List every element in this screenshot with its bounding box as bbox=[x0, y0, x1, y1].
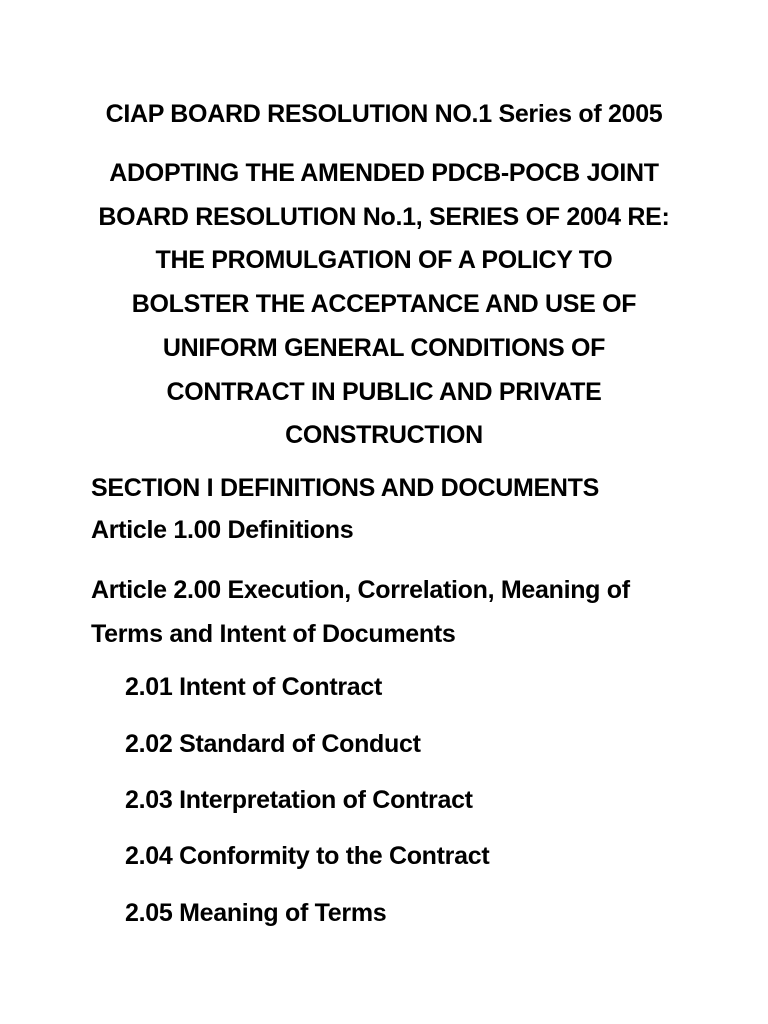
article-heading-line: Terms and Intent of Documents bbox=[91, 620, 456, 648]
article-heading-line: Article 2.00 Execution, Correlation, Meaning of bbox=[91, 576, 630, 604]
subsection-item: 2.04 Conformity to the Contract bbox=[125, 842, 490, 870]
subtitle-line: UNIFORM GENERAL CONDITIONS OF bbox=[162, 333, 606, 362]
resolution-title: CIAP BOARD RESOLUTION NO.1 Series of 2005 bbox=[105, 100, 663, 128]
subsection-item: 2.02 Standard of Conduct bbox=[125, 730, 421, 758]
article-heading: Article 1.00 Definitions bbox=[91, 516, 354, 544]
subsection-item: 2.05 Meaning of Terms bbox=[125, 899, 387, 927]
subtitle-line: CONSTRUCTION bbox=[285, 421, 483, 450]
subsection-item: 2.03 Interpretation of Contract bbox=[125, 786, 473, 814]
section-heading: SECTION I DEFINITIONS AND DOCUMENTS bbox=[91, 474, 600, 502]
subtitle-line: CONTRACT IN PUBLIC AND PRIVATE bbox=[166, 377, 602, 406]
subtitle-line: THE PROMULGATION OF A POLICY TO bbox=[155, 246, 613, 275]
subtitle-line: BOARD RESOLUTION No.1, SERIES OF 2004 RE: bbox=[98, 202, 670, 231]
resolution-subtitle bbox=[0, 152, 768, 458]
subsection-item: 2.01 Intent of Contract bbox=[125, 673, 383, 701]
subtitle-line: ADOPTING THE AMENDED PDCB-POCB JOINT bbox=[109, 159, 659, 187]
article-heading bbox=[91, 568, 630, 656]
subtitle-line: BOLSTER THE ACCEPTANCE AND USE OF bbox=[131, 290, 637, 319]
